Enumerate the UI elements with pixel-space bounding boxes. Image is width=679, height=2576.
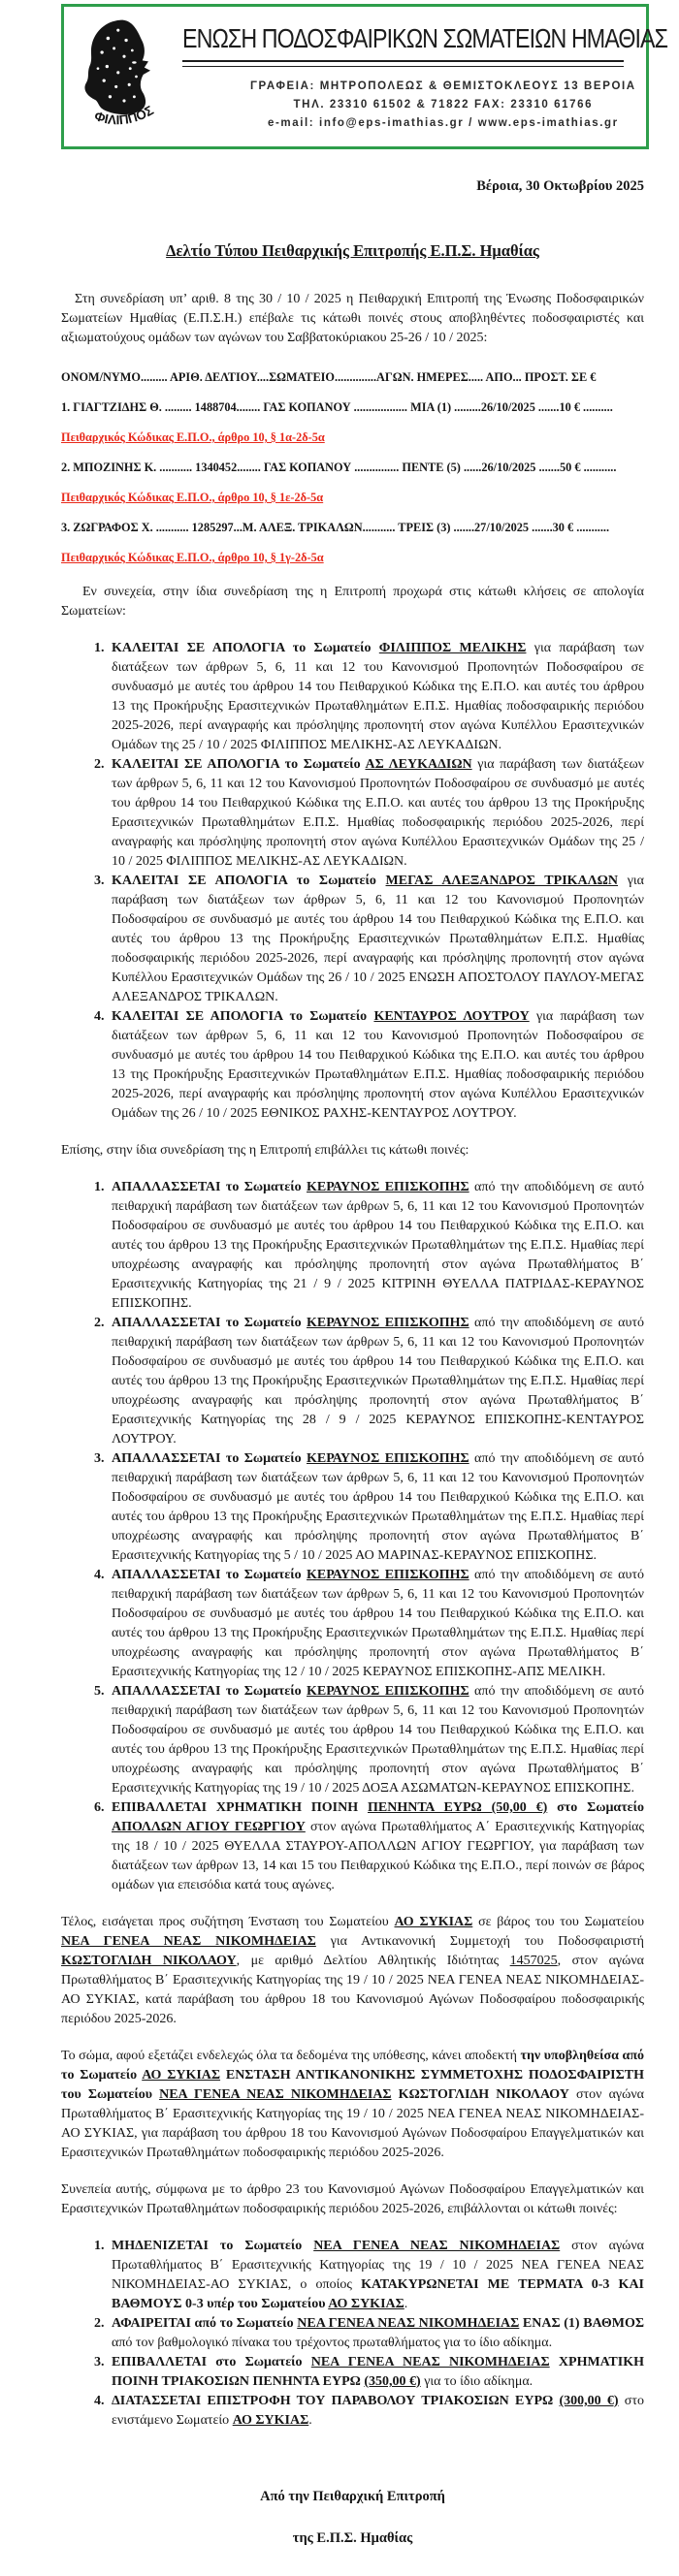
signature-line-1: Από την Πειθαρχική Επιτροπή — [260, 2489, 445, 2504]
philippos-head-logo — [74, 16, 175, 138]
sanctions-table — [61, 369, 644, 565]
penalty-item: 6. ΕΠΙΒΑΛΛΕΤΑΙ ΧΡΗΜΑΤΙΚΗ ΠΟΙΝΗ ΠΕΝΗΝΤΑ ΕΥΡΩ (50,00 €) στο Σωματείο ΑΠΟΛΛΩΝ ΑΓΙΟΥ ΓΕΩΡΓΙΟΥ στον αγώνα Πρωταθλήματος Α΄ Ερασιτεχνικής Κατηγορίας της 18 / 10 / 2025 ΘΥΕΛΛΑ ΣΤΑΥΡΟΥ-ΑΠΟΛΛΩΝ ΑΓΙΟΥ ΓΕΩΡΓΙΟΥ, για παράβαση των διατάξεων των άρθρων 13, 14 και 15 του Πειθαρχικού Κώδικα της Ε.Π.Ο., περί ποινών σε βάρος ομάδων για επεισόδια κατά τους αγώνες. — [108, 1798, 644, 1895]
double-rule — [182, 60, 624, 67]
final-penalties-list — [61, 2237, 644, 2431]
consequence-paragraph: Συνεπεία αυτής, σύμφωνα με το άρθρο 23 του Κανονισμού Αγώνων Ποδοσφαίρου Επαγγελματικών και Ερασιτεχνικών Πρωταθλημάτων ποδοσφαιρικής περιόδου 2025-2026, επιβάλλονται οι κάτωθι ποινές: — [61, 2182, 644, 2216]
apology-item: 3. ΚΑΛΕΙΤΑΙ ΣΕ ΑΠΟΛΟΓΙΑ το Σωματείο ΜΕΓΑΣ ΑΛΕΞΑΝΔΡΟΣ ΤΡΙΚΑΛΩΝ για παράβαση των διατάξεων των άρθρων 5, 6, 11 και 12 του Κανονισμού Προπονητών Ποδοσφαίρου σε συνδυασμό με αυτές του άρθρου 14 του Πειθαρχικού Κώδικα της Ε.Π.Ο. και αυτές του άρθρου 13 της Προκήρυξης Ερασιτεχνικών Πρωταθλημάτων Ε.Π.Σ. Ημαθίας ποδοσφαιρικής περιόδου 2025-2026, περί αναγραφής και πρόσληψης προπονητή στον αγώνα Κυπέλλου Ερασιτεχνικών Ομάδων της 26 / 10 / 2025 ΕΝΩΣΗ ΑΠΟΣΤΟΛΟΥ ΠΑΥΛΟΥ-ΜΕΓΑΣ ΑΛΕΞΑΝΔΡΟΣ ΤΡΙΚΑΛΩΝ. — [108, 872, 644, 1007]
table-line: ΟΝΟΜ/ΝΥΜΟ......... ΑΡΙΘ. ΔΕΛΤΙΟΥ....ΣΩΜΑΤΕΙΟ..............ΑΓΩΝ. ΗΜΕΡΕΣ..... ΑΠΟ... ΠΡΟΣΤ. ΣΕ € — [61, 370, 597, 384]
letterhead-text — [178, 22, 679, 129]
apology-intro: Εν συνεχεία, στην ίδια συνεδρίαση της η Επιτροπή προχωρά στις κάτωθι κλήσεις σε απολογία Σωματείων: — [61, 585, 644, 619]
apology-item: 2. ΚΑΛΕΙΤΑΙ ΣΕ ΑΠΟΛΟΓΙΑ το Σωματείο ΑΣ ΛΕΥΚΑΔΙΩΝ για παράβαση των διατάξεων των άρθρων 5, 6, 11 και 12 του Κανονισμού Προπονητών Ποδοσφαίρου σε συνδυασμό με αυτές του άρθρου 14 του Πειθαρχικού Κώδικα της Ε.Π.Ο. και αυτές του άρθρου 13 της Προκήρυξης Ερασιτεχνικών Πρωταθλημάτων Ε.Π.Σ. Ημαθίας ποδοσφαιρικής περιόδου 2025-2026, περί αναγραφής και πρόσληψης προπονητή στον αγώνα Κυπέλλου Ερασιτεχνικών Ομάδων της 25 / 10 / 2025 ΦΙΛΙΠΠΟΣ ΜΕΛΙΚΗΣ-ΑΣ ΛΕΥΚΑΔΙΩΝ. — [108, 755, 644, 872]
letterhead — [61, 4, 668, 149]
table-line: Πειθαρχικός Κώδικας Ε.Π.Ο., άρθρο 10, § 1α-2δ-5α — [61, 430, 325, 444]
signature-block — [61, 2489, 644, 2547]
penalties-intro: Επίσης, στην ίδια συνεδρίαση της η Επιτροπή επιβάλλει τις κάτωθι ποινές: — [61, 1143, 469, 1158]
penalty-item: 4. ΑΠΑΛΛΑΣΣΕΤΑΙ το Σωματείο ΚΕΡΑΥΝΟΣ ΕΠΙΣΚΟΠΗΣ από την αποδιδόμενη σε αυτό πειθαρχική παράβαση των διατάξεων των άρθρων 5, 6, 11 και 12 του Κανονισμού Προπονητών Ποδοσφαίρου σε συνδυασμό με αυτές του άρθρου 14 του Πειθαρχικού Κώδικα της Ε.Π.Ο. και αυτές του άρθρου 13 της Προκήρυξης Ερασιτεχνικών Πρωταθλημάτων της Ε.Π.Σ. Ημαθίας περί υποχρέωσης αναγραφής και πρόσληψης προπονητή στον αγώνα Πρωταθλήματος Β΄ Ερασιτεχνικής Κατηγορίας της 12 / 10 / 2025 ΚΕΡΑΥΝΟΣ ΕΠΙΣΚΟΠΗΣ-ΑΠΣ ΜΕΛΙΚΗ. — [108, 1566, 644, 1682]
table-line: 2. ΜΠΟΖΙΝΗΣ Κ. ........... 1340452........ ΓΑΣ ΚΟΠΑΝΟΥ ............... ΠΕΝΤΕ (5) ......26/10/2025 .......50 € ........... — [61, 461, 617, 474]
date-line: Βέροια, 30 Οκτωβρίου 2025 — [476, 178, 644, 194]
penalty-item: 5. ΑΠΑΛΛΑΣΣΕΤΑΙ το Σωματείο ΚΕΡΑΥΝΟΣ ΕΠΙΣΚΟΠΗΣ από την αποδιδόμενη σε αυτό πειθαρχική παράβαση των διατάξεων των άρθρων 5, 6, 11 και 12 του Κανονισμού Προπονητών Ποδοσφαίρου σε συνδυασμό με αυτές του άρθρου 14 του Πειθαρχικού Κώδικα της Ε.Π.Ο. και αυτές του άρθρου 13 της Προκήρυξης Ερασιτεχνικών Πρωταθλημάτων της Ε.Π.Σ. Ημαθίας περί υποχρέωσης αναγραφής και πρόσληψης προπονητή στον αγώνα Πρωταθλήματος Β΄ Ερασιτεχνικής Κατηγορίας της 19 / 10 / 2025 ΔΟΞΑ ΑΣΩΜΑΤΩΝ-ΚΕΡΑΥΝΟΣ ΕΠΙΣΚΟΠΗΣ. — [108, 1682, 644, 1798]
final-penalty-item: 1. ΜΗΔΕΝΙΖΕΤΑΙ το Σωματείο ΝΕΑ ΓΕΝΕΑ ΝΕΑΣ ΝΙΚΟΜΗΔΕΙΑΣ στον αγώνα Πρωταθλήματος Β΄ Ερασιτεχνικής Κατηγορίας της 19 / 10 / 2025 ΝΕΑ ΓΕΝΕΑ ΝΕΑΣ ΝΙΚΟΜΗΔΕΙΑΣ-ΑΟ ΣΥΚΙΑΣ, ο οποίος ΚΑΤΑΚΥΡΩΝΕΤΑΙ ΜΕ ΤΕΡΜΑΤΑ 0-3 ΚΑΙ ΒΑΘΜΟΥΣ 0-3 υπέρ του Σωματείου ΑΟ ΣΥΚΙΑΣ. — [108, 2237, 644, 2314]
penalties-list — [61, 1178, 644, 1895]
email-web-line: e-mail: info@eps-imathias.gr / www.eps-imathias.gr — [267, 116, 619, 129]
final-penalty-item: 2. ΑΦΑΙΡΕΙΤΑΙ από το Σωματείο ΝΕΑ ΓΕΝΕΑ ΝΕΑΣ ΝΙΚΟΜΗΔΕΙΑΣ ΕΝΑΣ (1) ΒΑΘΜΟΣ από τον βαθμολογικό πίνακα του τρέχοντος πρωταθλήματος για το ίδιο αδίκημα. — [108, 2314, 644, 2353]
final-penalty-item: 4. ΔΙΑΤΑΣΣΕΤΑΙ ΕΠΙΣΤΡΟΦΗ ΤΟΥ ΠΑΡΑΒΟΛΟΥ ΤΡΙΑΚΟΣΙΩΝ ΕΥΡΩ (300,00 €) στο ενιστάμενο Σωματείο ΑΟ ΣΥΚΙΑΣ. — [108, 2392, 644, 2431]
penalty-item: 2. ΑΠΑΛΛΑΣΣΕΤΑΙ το Σωματείο ΚΕΡΑΥΝΟΣ ΕΠΙΣΚΟΠΗΣ από την αποδιδόμενη σε αυτό πειθαρχική παράβαση των διατάξεων των άρθρων 5, 6, 11 και 12 του Κανονισμού Προπονητών Ποδοσφαίρου σε συνδυασμό με αυτές του άρθρου 14 του Πειθαρχικού Κώδικα της Ε.Π.Ο. και αυτές του άρθρου 13 της Προκήρυξης Ερασιτεχνικών Πρωταθλημάτων της Ε.Π.Σ. Ημαθίας περί υποχρέωσης αναγραφής και πρόσληψης προπονητή στον αγώνα Πρωταθλήματος Β΄ Ερασιτεχνικής Κατηγορίας της 28 / 9 / 2025 ΚΕΡΑΥΝΟΣ ΕΠΙΣΚΟΠΗΣ-ΚΕΝΤΑΥΡΟΣ ΛΟΥΤΡΟΥ. — [108, 1314, 644, 1449]
penalty-item: 3. ΑΠΑΛΛΑΣΣΕΤΑΙ το Σωματείο ΚΕΡΑΥΝΟΣ ΕΠΙΣΚΟΠΗΣ από την αποδιδόμενη σε αυτό πειθαρχική παράβαση των διατάξεων των άρθρων 5, 6, 11 και 12 του Κανονισμού Προπονητών Ποδοσφαίρου σε συνδυασμό με αυτές του άρθρου 14 του Πειθαρχικού Κώδικα της Ε.Π.Ο. και αυτές του άρθρου 13 της Προκήρυξης Ερασιτεχνικών Πρωταθλημάτων της Ε.Π.Σ. Ημαθίας περί υποχρέωσης αναγραφής και πρόσληψης προπονητή στον αγώνα Πρωταθλήματος Β΄ Ερασιτεχνικής Κατηγορίας της 5 / 10 / 2025 ΑΟ ΜΑΡΙΝΑΣ-ΚΕΡΑΥΝΟΣ ΕΠΙΣΚΟΠΗΣ. — [108, 1449, 644, 1566]
signature-line-2: της Ε.Π.Σ. Ημαθίας — [292, 2530, 413, 2546]
logo-caption: ΦΙΛΙΠΠΟΣ — [92, 103, 156, 128]
table-line: 1. ΓΙΑΓΤΖΙΔΗΣ Θ. ......... 1488704........ ΓΑΣ ΚΟΠΑΝΟΥ .................. ΜΙΑ (1) .........26/10/2025 .......10 € .......... — [61, 400, 613, 414]
apology-item: 1. ΚΑΛΕΙΤΑΙ ΣΕ ΑΠΟΛΟΓΙΑ το Σωματείο ΦΙΛΙΠΠΟΣ ΜΕΛΙΚΗΣ για παράβαση των διατάξεων των άρθρων 5, 6, 11 και 12 του Κανονισμού Προπονητών Ποδοσφαίρου σε συνδυασμό με αυτές του άρθρου 14 του Πειθαρχικού Κώδικα της Ε.Π.Ο. και αυτές του άρθρου 13 της Προκήρυξης Ερασιτεχνικών Πρωταθλημάτων Ε.Π.Σ. Ημαθίας ποδοσφαιρικής περιόδου 2025-2026, περί αναγραφής και πρόσληψης προπονητή στον αγώνα Κυπέλλου Ερασιτεχνικών Ομάδων της 25 / 10 / 2025 ΦΙΛΙΠΠΟΣ ΜΕΛΙΚΗΣ-ΑΣ ΛΕΥΚΑΔΙΩΝ. — [108, 639, 644, 755]
final-penalty-item: 3. ΕΠΙΒΑΛΛΕΤΑΙ στο Σωματείο ΝΕΑ ΓΕΝΕΑ ΝΕΑΣ ΝΙΚΟΜΗΔΕΙΑΣ ΧΡΗΜΑΤΙΚΗ ΠΟΙΝΗ ΤΡΙΑΚΟΣΙΩΝ ΠΕΝΗΝΤΑ ΕΥΡΩ (350,00 €) για το ίδιο αδίκημα. — [108, 2353, 644, 2392]
address-line: ΓΡΑΦΕΙΑ: ΜΗΤΡΟΠΟΛΕΩΣ & ΘΕΜΙΣΤΟΚΛΕΟΥΣ 13 ΒΕΡΟΙΑ — [249, 80, 636, 92]
table-line: Πειθαρχικός Κώδικας Ε.Π.Ο., άρθρο 10, § 1ε-2δ-5α — [61, 491, 324, 504]
penalty-item: 1. ΑΠΑΛΛΑΣΣΕΤΑΙ το Σωματείο ΚΕΡΑΥΝΟΣ ΕΠΙΣΚΟΠΗΣ από την αποδιδόμενη σε αυτό πειθαρχική παράβαση των διατάξεων των άρθρων 5, 6, 11 και 12 του Κανονισμού Προπονητών Ποδοσφαίρου σε συνδυασμό με αυτές του άρθρου 14 του Πειθαρχικού Κώδικα της Ε.Π.Ο. και αυτές του άρθρου 13 της Προκήρυξης Ερασιτεχνικών Πρωταθλημάτων της Ε.Π.Σ. Ημαθίας περί υποχρέωσης αναγραφής και πρόσληψης προπονητή στον αγώνα Πρωταθλήματος Β΄ Ερασιτεχνικής Κατηγορίας της 21 / 9 / 2025 ΚΙΤΡΙΝΗ ΘΥΕΛΛΑ ΠΑΤΡΙΔΑΣ-ΚΕΡΑΥΝΟΣ ΕΠΙΣΚΟΠΗΣ. — [108, 1178, 644, 1314]
objection-paragraph: Τέλος, εισάγεται προς συζήτηση Ένσταση του Σωματείου ΑΟ ΣΥΚΙΑΣ σε βάρος του του Σωματείου ΝΕΑ ΓΕΝΕΑ ΝΕΑΣ ΝΙΚΟΜΗΔΕΙΑΣ για Αντικανονική Συμμετοχή του Ποδοσφαιριστή ΚΩΣΤΟΓΛΙΔΗ ΝΙΚΟΛΑΟΥ, με αριθμό Δελτίου Αθλητικής Ιδιότητας 1457025, στον αγώνα Πρωταθλήματος Β΄ Ερασιτεχνικής Κατηγορίας της 19 / 10 / 2025 ΝΕΑ ΓΕΝΕΑ ΝΕΑΣ ΝΙΚΟΜΗΔΕΙΑΣ-ΑΟ ΣΥΚΙΑΣ, κατά παράβαση του άρθρου 18 του Κανονισμού Αγώνων Ποδοσφαίρου ποδοσφαιρικής περιόδου 2025-2026. — [61, 1915, 645, 2026]
table-line: Πειθαρχικός Κώδικας Ε.Π.Ο., άρθρο 10, § 1γ-2δ-5α — [61, 551, 324, 564]
intro-paragraph: Στη συνεδρίαση υπ’ αριθ. 8 της 30 / 10 / 2025 η Πειθαρχική Επιτροπή της Ένωσης Ποδοσφαιρικών Σωματείων Ημαθίας (Ε.Π.Σ.Η.) επέβαλε τις κάτωθι ποινές στους αποβληθέντες ποδοσφαιριστές και αξιωματούχους ομάδων των αγώνων του Σαββατοκύριακου 25-26 / 10 / 2025: — [61, 292, 644, 345]
page-title: Δελτίο Τύπου Πειθαρχικής Επιτροπής Ε.Π.Σ. Ημαθίας — [166, 241, 539, 260]
table-line: 3. ΖΩΓΡΑΦΟΣ Χ. ........... 1285297...Μ. ΑΛΕΞ. ΤΡΙΚΑΛΩΝ........... ΤΡΕΙΣ (3) .......27/10/2025 .......30 € ........... — [61, 521, 610, 534]
org-name: ΕΝΩΣΗ ΠΟΔΟΣΦΑΙΡΙΚΩΝ ΣΩΜΑΤΕΙΩΝ ΗΜΑΘΙΑΣ — [182, 22, 668, 53]
club-logo — [70, 15, 178, 139]
apology-item: 4. ΚΑΛΕΙΤΑΙ ΣΕ ΑΠΟΛΟΓΙΑ το Σωματείο ΚΕΝΤΑΥΡΟΣ ΛΟΥΤΡΟΥ για παράβαση των διατάξεων των άρθρων 5, 6, 11 και 12 του Κανονισμού Προπονητών Ποδοσφαίρου σε συνδυασμό με αυτές του άρθρου 14 του Πειθαρχικού Κώδικα της Ε.Π.Ο. και αυτές του άρθρου 13 της Προκήρυξης Ερασιτεχνικών Πρωταθλημάτων Ε.Π.Σ. Ημαθίας ποδοσφαιρικής περιόδου 2025-2026, περί αναγραφής και πρόσληψης προπονητή στον αγώνα Κυπέλλου Ερασιτεχνικών Ομάδων της 26 / 10 / 2025 ΕΘΝΙΚΟΣ ΡΑΧΗΣ-ΚΕΝΤΑΥΡΟΣ ΛΟΥΤΡΟΥ. — [108, 1007, 644, 1124]
apology-list — [61, 639, 644, 1124]
decision-paragraph: Το σώμα, αφού εξετάζει ενδελεχώς όλα τα δεδομένα της υπόθεσης, κάνει αποδεκτή την υποβληθείσα από το Σωματείο ΑΟ ΣΥΚΙΑΣ ΕΝΣΤΑΣΗ ΑΝΤΙΚΑΝΟΝΙΚΗΣ ΣΥΜΜΕΤΟΧΗΣ ΠΟΔΟΣΦΑΙΡΙΣΤΗ του Σωματείου ΝΕΑ ΓΕΝΕΑ ΝΕΑΣ ΝΙΚΟΜΗΔΕΙΑΣ ΚΩΣΤΟΓΛΙΔΗ ΝΙΚΟΛΑΟΥ στον αγώνα Πρωταθλήματος Β΄ Ερασιτεχνικής Κατηγορίας της 19 / 10 / 2025 ΝΕΑ ΓΕΝΕΑ ΝΕΑΣ ΝΙΚΟΜΗΔΕΙΑΣ-ΑΟ ΣΥΚΙΑΣ, για παράβαση του άρθρου 18 του Κανονισμού Αγώνων Ποδοσφαίρου Επαγγελματικών και Ερασιτεχνικών Πρωταθλημάτων ποδοσφαιρικής περιόδου 2025-2026. — [61, 2049, 644, 2160]
phone-fax-line: ΤΗΛ. 23310 61502 & 71822 FAX: 23310 61766 — [293, 98, 594, 111]
